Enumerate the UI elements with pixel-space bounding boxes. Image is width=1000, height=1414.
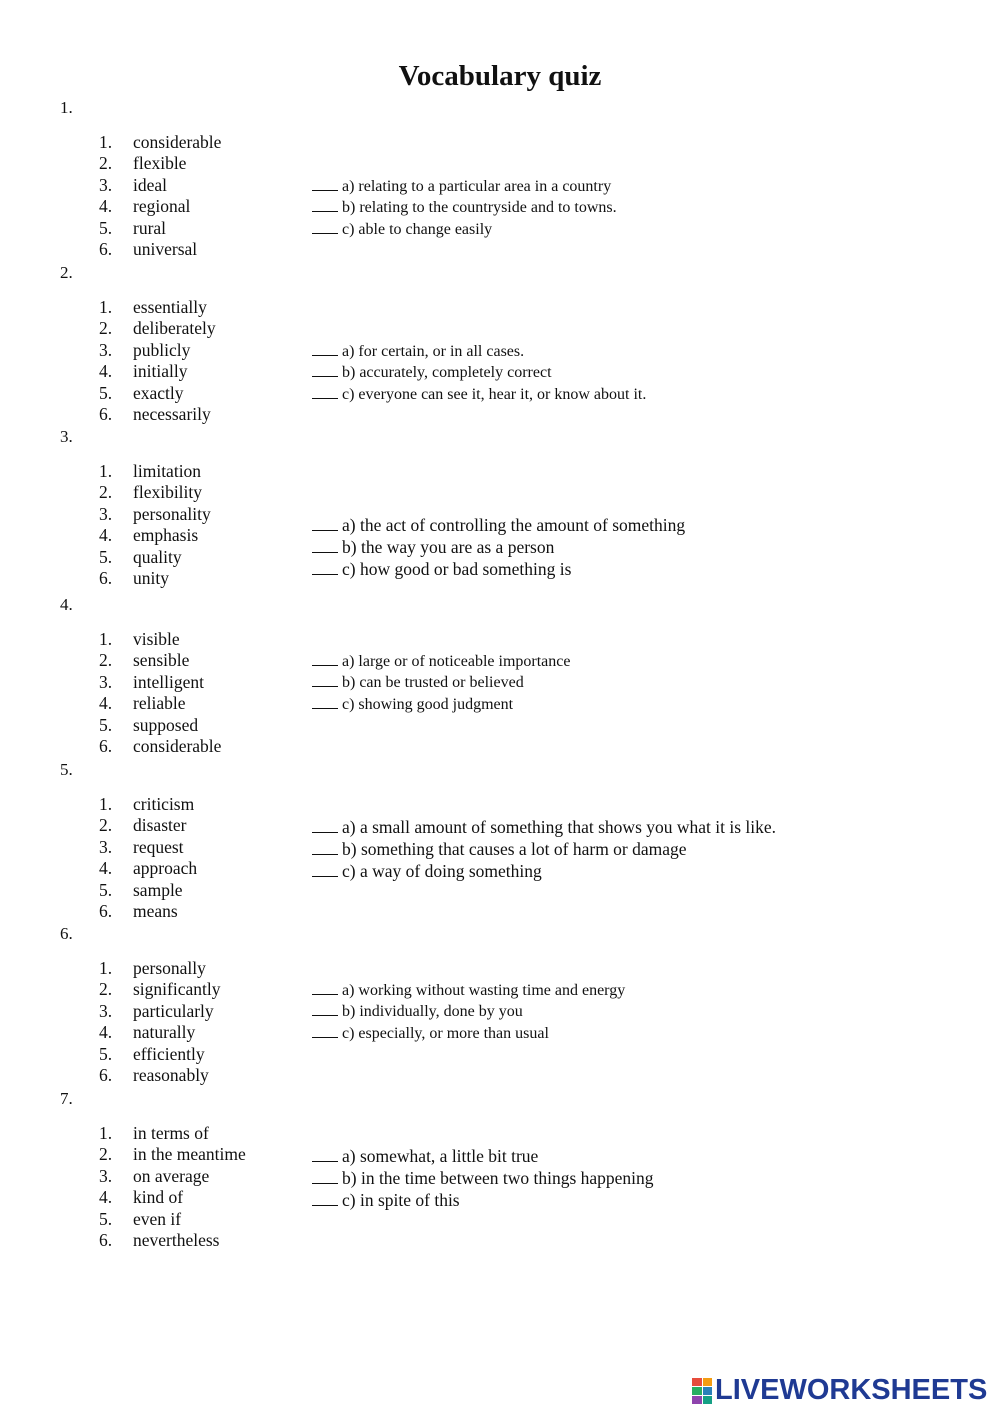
word-number: 2.	[99, 650, 113, 671]
word-item	[96, 1209, 246, 1230]
word-list	[96, 958, 220, 1086]
word-text: flexible	[133, 153, 187, 174]
answer-blank[interactable]	[312, 1147, 338, 1162]
word-number: 4.	[99, 1022, 113, 1043]
word-text: emphasis	[133, 525, 199, 546]
answer-blank[interactable]	[312, 219, 338, 234]
word-text: reasonably	[133, 1064, 209, 1085]
word-number: 6.	[99, 900, 113, 921]
word-text: even if	[133, 1208, 182, 1229]
word-item	[96, 153, 221, 174]
definition-list	[312, 176, 617, 240]
answer-blank[interactable]	[312, 651, 338, 666]
answer-blank[interactable]	[312, 840, 338, 855]
word-text: exactly	[133, 382, 184, 403]
definition-text: a) large or of noticeable importance	[342, 653, 571, 670]
definition-item	[312, 816, 776, 838]
word-text: means	[133, 900, 178, 921]
answer-blank[interactable]	[312, 176, 338, 191]
definition-item	[312, 1001, 625, 1022]
word-number: 2.	[99, 153, 113, 174]
section-number: 1.	[60, 98, 73, 117]
word-item	[96, 404, 216, 425]
word-text: intelligent	[133, 671, 204, 692]
word-number: 5.	[99, 714, 113, 735]
word-number: 3.	[99, 671, 113, 692]
answer-blank[interactable]	[312, 538, 338, 553]
word-number: 4.	[99, 693, 113, 714]
word-item	[96, 1187, 246, 1208]
word-number: 6.	[99, 1229, 113, 1250]
definition-text: a) the act of controlling the amount of something	[342, 515, 686, 535]
word-number: 5.	[99, 1208, 113, 1229]
definition-list	[312, 341, 646, 405]
definition-text: a) for certain, or in all cases.	[342, 343, 525, 360]
word-number: 3.	[99, 339, 113, 360]
word-text: essentially	[133, 297, 207, 317]
word-number: 3.	[99, 503, 113, 524]
definition-text: b) relating to the countryside and to towns.	[342, 199, 617, 217]
word-text: considerable	[133, 735, 222, 756]
word-number: 2.	[99, 482, 113, 503]
word-number: 5.	[99, 1043, 113, 1064]
answer-blank[interactable]	[312, 1023, 338, 1038]
word-text: personally	[133, 958, 206, 978]
word-item	[96, 979, 220, 1000]
word-item	[96, 1001, 220, 1022]
word-item	[96, 132, 221, 153]
word-text: reliable	[133, 693, 186, 714]
word-text: flexibility	[133, 482, 203, 503]
word-number: 2.	[99, 318, 113, 339]
word-item	[96, 837, 197, 858]
word-item	[96, 629, 221, 650]
word-item	[96, 650, 221, 671]
logo-block	[692, 1387, 702, 1395]
definition-text: b) the way you are as a person	[342, 537, 555, 557]
word-item	[96, 318, 216, 339]
definition-item	[312, 860, 776, 882]
word-text: unity	[133, 567, 169, 588]
word-item	[96, 383, 216, 404]
section-number: 3.	[60, 427, 73, 446]
word-text: significantly	[133, 979, 221, 1000]
word-text: personality	[133, 503, 211, 524]
section-number: 5.	[60, 760, 73, 779]
word-number: 3.	[99, 1165, 113, 1186]
word-item	[96, 794, 197, 815]
word-item	[96, 196, 221, 217]
definition-list	[312, 980, 625, 1044]
word-text: limitation	[133, 461, 202, 481]
answer-blank[interactable]	[312, 384, 338, 399]
answer-blank[interactable]	[312, 818, 338, 833]
word-number: 2.	[99, 1144, 113, 1165]
answer-blank[interactable]	[312, 341, 338, 356]
word-text: naturally	[133, 1022, 196, 1043]
definition-text: c) a way of doing something	[342, 861, 542, 881]
word-item	[96, 901, 197, 922]
liveworksheets-logo	[692, 1374, 987, 1407]
word-text: necessarily	[133, 403, 211, 424]
word-item	[96, 482, 211, 503]
word-number: 6.	[99, 403, 113, 424]
definition-text: b) something that causes a lot of harm or damage	[342, 839, 687, 859]
word-item	[96, 715, 221, 736]
word-item	[96, 1144, 246, 1165]
word-text: criticism	[133, 794, 195, 814]
definition-item	[312, 651, 570, 672]
word-item	[96, 297, 216, 318]
word-text: particularly	[133, 1000, 214, 1021]
word-item	[96, 461, 211, 482]
definition-text: a) somewhat, a little bit true	[342, 1146, 539, 1166]
word-number: 5.	[99, 546, 113, 567]
word-text: in the meantime	[133, 1144, 246, 1165]
logo-block	[703, 1378, 713, 1386]
word-number: 3.	[99, 1000, 113, 1021]
word-item	[96, 1065, 220, 1086]
definition-item	[312, 838, 776, 860]
word-text: quality	[133, 546, 182, 567]
definition-list	[312, 1145, 654, 1211]
word-number: 6.	[99, 567, 113, 588]
word-number: 5.	[99, 382, 113, 403]
word-number: 5.	[99, 217, 113, 238]
definition-text: a) relating to a particular area in a country	[342, 178, 612, 195]
word-number: 1.	[99, 132, 113, 152]
word-text: rural	[133, 217, 167, 238]
word-number: 2.	[99, 979, 113, 1000]
word-text: efficiently	[133, 1043, 205, 1064]
word-text: sensible	[133, 650, 190, 671]
word-text: sample	[133, 879, 183, 900]
word-item	[96, 1123, 246, 1144]
word-item	[96, 525, 211, 546]
definition-item	[312, 197, 617, 218]
definition-item	[312, 341, 646, 362]
word-number: 2.	[99, 815, 113, 836]
definition-item	[312, 672, 570, 693]
word-number: 6.	[99, 735, 113, 756]
word-number: 5.	[99, 879, 113, 900]
word-number: 1.	[99, 958, 113, 978]
definition-text: c) how good or bad something is	[342, 559, 572, 579]
definition-item	[312, 1167, 654, 1189]
word-text: visible	[133, 629, 180, 649]
logo-text: LIVEWORKSHEETS	[715, 1374, 988, 1406]
word-item	[96, 880, 197, 901]
word-item	[96, 958, 220, 979]
word-item	[96, 361, 216, 382]
word-text: kind of	[133, 1187, 184, 1208]
word-text: disaster	[133, 815, 187, 836]
definition-text: b) in the time between two things happening	[342, 1168, 654, 1188]
answer-blank[interactable]	[312, 672, 338, 687]
definition-list	[312, 514, 685, 580]
word-text: initially	[133, 361, 188, 382]
word-number: 4.	[99, 525, 113, 546]
word-list	[96, 794, 197, 922]
word-text: supposed	[133, 714, 199, 735]
word-text: on average	[133, 1165, 210, 1186]
definition-item	[312, 694, 570, 715]
answer-blank[interactable]	[312, 980, 338, 995]
word-item	[96, 736, 221, 757]
word-text: publicly	[133, 339, 191, 360]
definition-item	[312, 536, 685, 558]
word-text: deliberately	[133, 318, 216, 339]
word-text: in terms of	[133, 1123, 209, 1143]
definition-item	[312, 384, 646, 405]
answer-blank[interactable]	[312, 1191, 338, 1206]
word-item	[96, 693, 221, 714]
definition-list	[312, 816, 776, 882]
word-number: 1.	[99, 1123, 113, 1143]
word-item	[96, 815, 197, 836]
word-list	[96, 629, 221, 757]
word-item	[96, 504, 211, 525]
answer-blank[interactable]	[312, 197, 338, 212]
section-number: 7.	[60, 1089, 73, 1108]
section-number: 4.	[60, 595, 73, 614]
word-number: 4.	[99, 196, 113, 217]
definition-item	[312, 1023, 625, 1044]
word-text: regional	[133, 196, 191, 217]
word-item	[96, 568, 211, 589]
answer-blank[interactable]	[312, 1001, 338, 1016]
definition-list	[312, 651, 570, 715]
word-text: approach	[133, 858, 198, 879]
definition-text: c) especially, or more than usual	[342, 1024, 549, 1042]
definition-item	[312, 176, 617, 197]
definition-text: c) showing good judgment	[342, 695, 514, 713]
answer-blank[interactable]	[312, 516, 338, 531]
word-number: 4.	[99, 1187, 113, 1208]
definition-item	[312, 514, 685, 536]
word-number: 4.	[99, 361, 113, 382]
word-number: 4.	[99, 858, 113, 879]
definition-text: b) accurately, completely correct	[342, 364, 552, 382]
logo-block	[692, 1378, 702, 1386]
word-number: 6.	[99, 1064, 113, 1085]
section-number: 2.	[60, 263, 73, 282]
word-number: 6.	[99, 238, 113, 259]
definition-text: a) a small amount of something that shows you what it is like.	[342, 817, 777, 837]
word-text: ideal	[133, 174, 168, 195]
word-item	[96, 340, 216, 361]
word-number: 3.	[99, 836, 113, 857]
logo-block	[692, 1396, 702, 1404]
word-number: 1.	[99, 297, 113, 317]
word-number: 1.	[99, 794, 113, 814]
word-list	[96, 297, 216, 425]
word-text: considerable	[133, 132, 222, 152]
section-number: 6.	[60, 924, 73, 943]
word-list	[96, 461, 211, 589]
word-number: 3.	[99, 174, 113, 195]
page-title: Vocabulary quiz	[398, 60, 602, 92]
word-item	[96, 1022, 220, 1043]
answer-blank[interactable]	[312, 560, 338, 575]
word-item	[96, 1230, 246, 1251]
word-item	[96, 1166, 246, 1187]
word-text: universal	[133, 238, 198, 259]
definition-text: c) everyone can see it, hear it, or know about it.	[342, 385, 647, 403]
definition-text: b) individually, done by you	[342, 1003, 523, 1021]
word-number: 1.	[99, 461, 113, 481]
answer-blank[interactable]	[312, 862, 338, 877]
word-number: 1.	[99, 629, 113, 649]
answer-blank[interactable]	[312, 362, 338, 377]
word-item	[96, 858, 197, 879]
definition-text: a) working without wasting time and energy	[342, 982, 626, 999]
word-item	[96, 672, 221, 693]
logo-block	[703, 1396, 713, 1404]
word-item	[96, 218, 221, 239]
definition-text: b) can be trusted or believed	[342, 674, 524, 692]
definition-text: c) in spite of this	[342, 1190, 460, 1210]
word-text: request	[133, 836, 184, 857]
definition-item	[312, 219, 617, 240]
word-item	[96, 175, 221, 196]
definition-item	[312, 1189, 654, 1211]
word-item	[96, 1044, 220, 1065]
logo-mark-icon	[692, 1378, 712, 1404]
word-text: nevertheless	[133, 1229, 220, 1250]
word-list	[96, 132, 221, 260]
logo-block	[703, 1387, 713, 1395]
definition-item	[312, 558, 685, 580]
definition-item	[312, 980, 625, 1001]
answer-blank[interactable]	[312, 1169, 338, 1184]
definition-item	[312, 1145, 654, 1167]
word-list	[96, 1123, 246, 1251]
word-item	[96, 547, 211, 568]
definition-item	[312, 362, 646, 383]
definition-text: c) able to change easily	[342, 220, 493, 238]
word-item	[96, 239, 221, 260]
answer-blank[interactable]	[312, 694, 338, 709]
